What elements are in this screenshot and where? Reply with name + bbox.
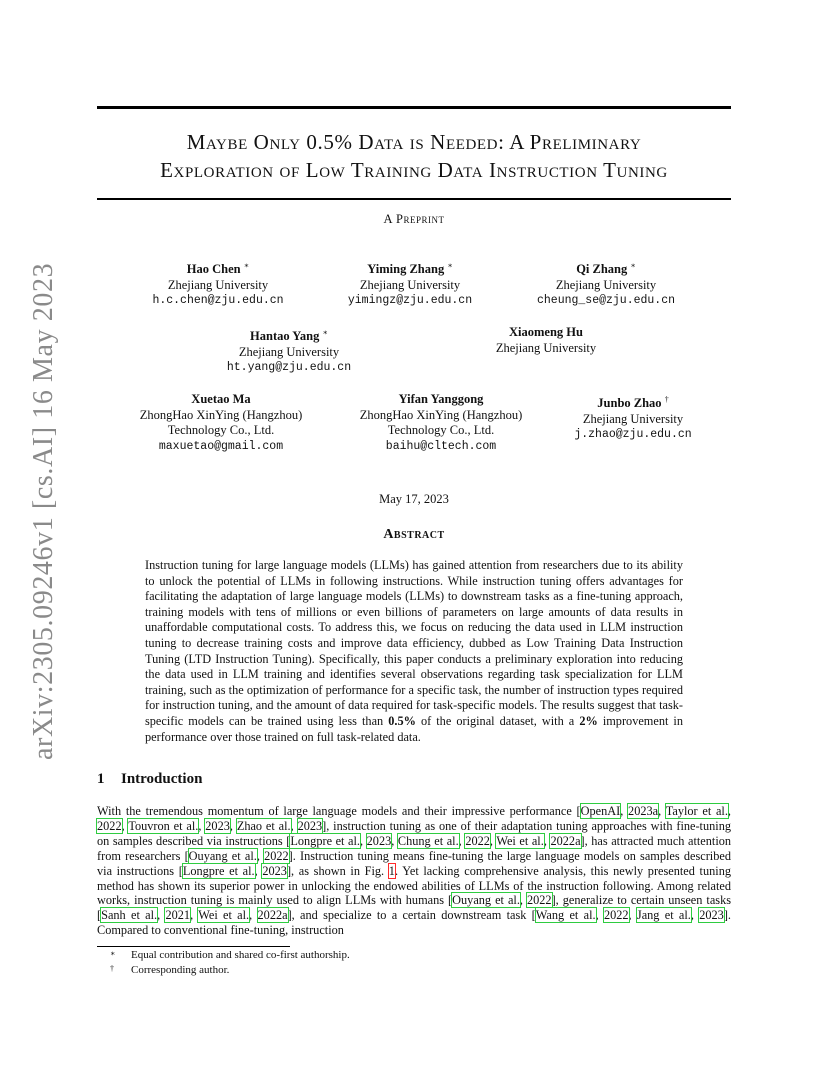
author-block <box>348 258 472 309</box>
author-name: Xiaomeng Hu <box>509 325 583 339</box>
citation-link[interactable]: 2023 <box>262 863 287 878</box>
author-name: Qi Zhang <box>576 262 628 277</box>
citation-link[interactable]: 2023 <box>205 818 230 833</box>
title-line-2: Exploration of Low Training Data Instruction Tuning <box>160 158 668 182</box>
citation-link[interactable]: 2023a <box>628 804 659 818</box>
footnote <box>112 964 229 977</box>
author-affiliation: ZhongHao XinYing (Hangzhou) <box>359 407 523 422</box>
footnote-text: Equal contribution and shared co-first authorship. <box>131 949 350 961</box>
citation-link[interactable]: Wei et al. <box>496 833 544 848</box>
citation-link[interactable]: 2022 <box>603 908 629 923</box>
author-email[interactable]: h.c.chen@zju.edu.cn <box>152 294 284 308</box>
author-email[interactable]: cheung_se@zju.edu.cn <box>536 294 676 308</box>
intro-paragraph: With the tremendous momentum of large language models and their impressive performance [OpenAI, 2023a, Taylor et al., 2022, Touvron et al., 2023, Zhao et al., 2023], instruction tuning as one of their adaptation tuning approaches with fine-tuning on samples described via instructions [Longpre et al., 2023, Chung et al., 2022, Wei et al., 2022a], has attracted much attention from researchers [Ouyang et al., 2022]. Instruction tuning means fine-tuning the large language models on samples described via instructions [Longpre et al., 2023], as shown in Fig. 1. Yet lacking comprehensive analysis, this newly presented tuning method has shown its superior power in unlocking the endowed abilities of LLMs of the instruction following. Among related works, instruction tuning is mainly used to align LLMs with humans [Ouyang et al., 2022], generalize to certain unseen tasks [Sanh et al., 2021, Wei et al., 2022a], and specialize to a certain downstream task [Wang et al., 2022, Jang et al., 2023]. Compared to conventional fine-tuning, instruction <box>97 804 732 938</box>
citation-link[interactable]: 2023 <box>366 833 392 848</box>
author-name: Hantao Yang <box>250 329 320 344</box>
top-rule <box>97 106 731 109</box>
footnote <box>112 949 350 962</box>
author-affiliation: ZhongHao XinYing (Hangzhou) <box>139 407 303 422</box>
author-mark: ∗ <box>322 328 328 337</box>
citation-link[interactable]: Wang et al. <box>535 908 596 923</box>
citation-link[interactable]: 2022 <box>465 833 490 848</box>
citation-link[interactable]: Longpre et al. <box>182 863 255 878</box>
author-affiliation: Zhejiang University <box>167 277 269 292</box>
abstract-heading: Abstract <box>383 527 445 542</box>
citation-link[interactable]: 2021 <box>165 908 191 923</box>
author-affiliation: Zhejiang University <box>238 344 340 359</box>
citation-link[interactable]: Taylor et al. <box>665 804 728 818</box>
citation-link[interactable]: Wei et al. <box>198 908 250 923</box>
preprint-label: A Preprint <box>383 212 445 226</box>
author-email[interactable]: ht.yang@zju.edu.cn <box>226 361 352 375</box>
citation-link[interactable]: 2023 <box>699 908 724 923</box>
author-mark: ∗ <box>630 261 636 270</box>
author-block <box>140 392 302 454</box>
abstract-bold-value: 0.5% <box>388 713 416 728</box>
author-block <box>574 392 691 443</box>
footnote-text: Corresponding author. <box>131 964 230 976</box>
citation-link[interactable]: 2022 <box>264 848 289 863</box>
section-number: 1 <box>97 771 105 787</box>
author-block <box>152 258 283 309</box>
citation-link[interactable]: 2023 <box>297 818 323 833</box>
citation-link[interactable]: Longpre et al. <box>290 833 360 848</box>
author-block <box>496 325 596 356</box>
citation-link[interactable]: 2022 <box>526 893 552 908</box>
author-name: Xuetao Ma <box>191 392 251 406</box>
author-email[interactable]: yimingz@zju.edu.cn <box>347 294 473 308</box>
abstract-bold-value: 2% <box>579 713 598 728</box>
author-affiliation: Zhejiang University <box>555 277 657 292</box>
title-bottom-rule <box>97 198 731 200</box>
author-email[interactable]: j.zhao@zju.edu.cn <box>574 428 692 442</box>
citation-link[interactable]: Ouyang et al. <box>452 893 520 908</box>
author-affiliation: Zhejiang University <box>495 340 597 355</box>
author-email[interactable]: maxuetao@gmail.com <box>158 439 284 453</box>
author-block <box>360 392 522 454</box>
arxiv-stamp: arXiv:2305.09246v1 [cs.AI] 16 May 2023 <box>28 262 59 760</box>
author-block <box>227 325 351 376</box>
citation-link[interactable]: Sanh et al. <box>101 908 158 923</box>
author-mark: ∗ <box>243 261 250 270</box>
citation-link[interactable]: Chung et al. <box>397 833 459 848</box>
section-heading <box>97 771 202 788</box>
citation-link[interactable]: OpenAI <box>580 804 621 818</box>
author-block <box>537 258 675 309</box>
citation-link[interactable]: Ouyang et al. <box>188 848 257 863</box>
citation-link[interactable]: 2022a <box>550 833 581 848</box>
citation-link[interactable]: Jang et al. <box>636 908 691 923</box>
author-name: Yifan Yanggong <box>398 392 484 406</box>
author-affiliation-2: Technology Co., Ltd. <box>387 423 495 437</box>
citation-link[interactable]: 2022 <box>97 818 122 833</box>
abstract-text: Instruction tuning for large language models (LLMs) has gained attention from researchers due to its ability to unlock the potential of LLMs in following instructions. While instruction tuning offers advantages for facilitating the adaptation of large language models (LLMs) to downstream tasks as a fine-tuning approach, training models with tens of millions or even billions of parameters on large amounts of data results in unaffordable computational costs. To address this, we focus on reducing the data used in LLM instruction tuning to decrease training costs and improve data efficiency, dubbed as Low Training Data Instruction Tuning (LTD Instruction Tuning). Specifically, this paper conducts a preliminary exploration into reducing the data used in LLM training and identifies several observations regarding task specialization for LLM training, such as the optimization of performance for a specific task, the number of instruction types required for instruction tuning, and the amount of data required for task-specific models. The results suggest that task-specific models can be trained using less than 0.5% of the original dataset, with a 2% improvement in performance over those trained on full task-related data. <box>145 558 683 744</box>
citation-link[interactable]: Zhao et al. <box>236 818 291 833</box>
citation-link[interactable]: 2022a <box>257 908 288 923</box>
author-email[interactable]: baihu@cltech.com <box>385 439 497 453</box>
paper-title <box>97 128 731 184</box>
author-affiliation: Zhejiang University <box>582 411 684 426</box>
title-line-1: Maybe Only 0.5% Data is Needed: A Preliminary <box>186 130 642 154</box>
footnote-mark: ∗ <box>110 949 116 958</box>
figure-link[interactable]: 1 <box>388 863 395 878</box>
author-name: Yiming Zhang <box>367 262 445 277</box>
author-mark: † <box>664 395 669 404</box>
author-name: Junbo Zhao <box>597 396 662 411</box>
footnote-mark: † <box>110 964 114 973</box>
paper-date: May 17, 2023 <box>379 492 449 506</box>
author-affiliation-2: Technology Co., Ltd. <box>167 423 275 437</box>
author-name: Hao Chen <box>186 262 241 277</box>
section-title: Introduction <box>121 771 203 787</box>
author-affiliation: Zhejiang University <box>359 277 461 292</box>
footnote-rule <box>97 946 290 947</box>
citation-link[interactable]: Touvron et al. <box>128 818 199 833</box>
author-mark: ∗ <box>447 261 453 270</box>
